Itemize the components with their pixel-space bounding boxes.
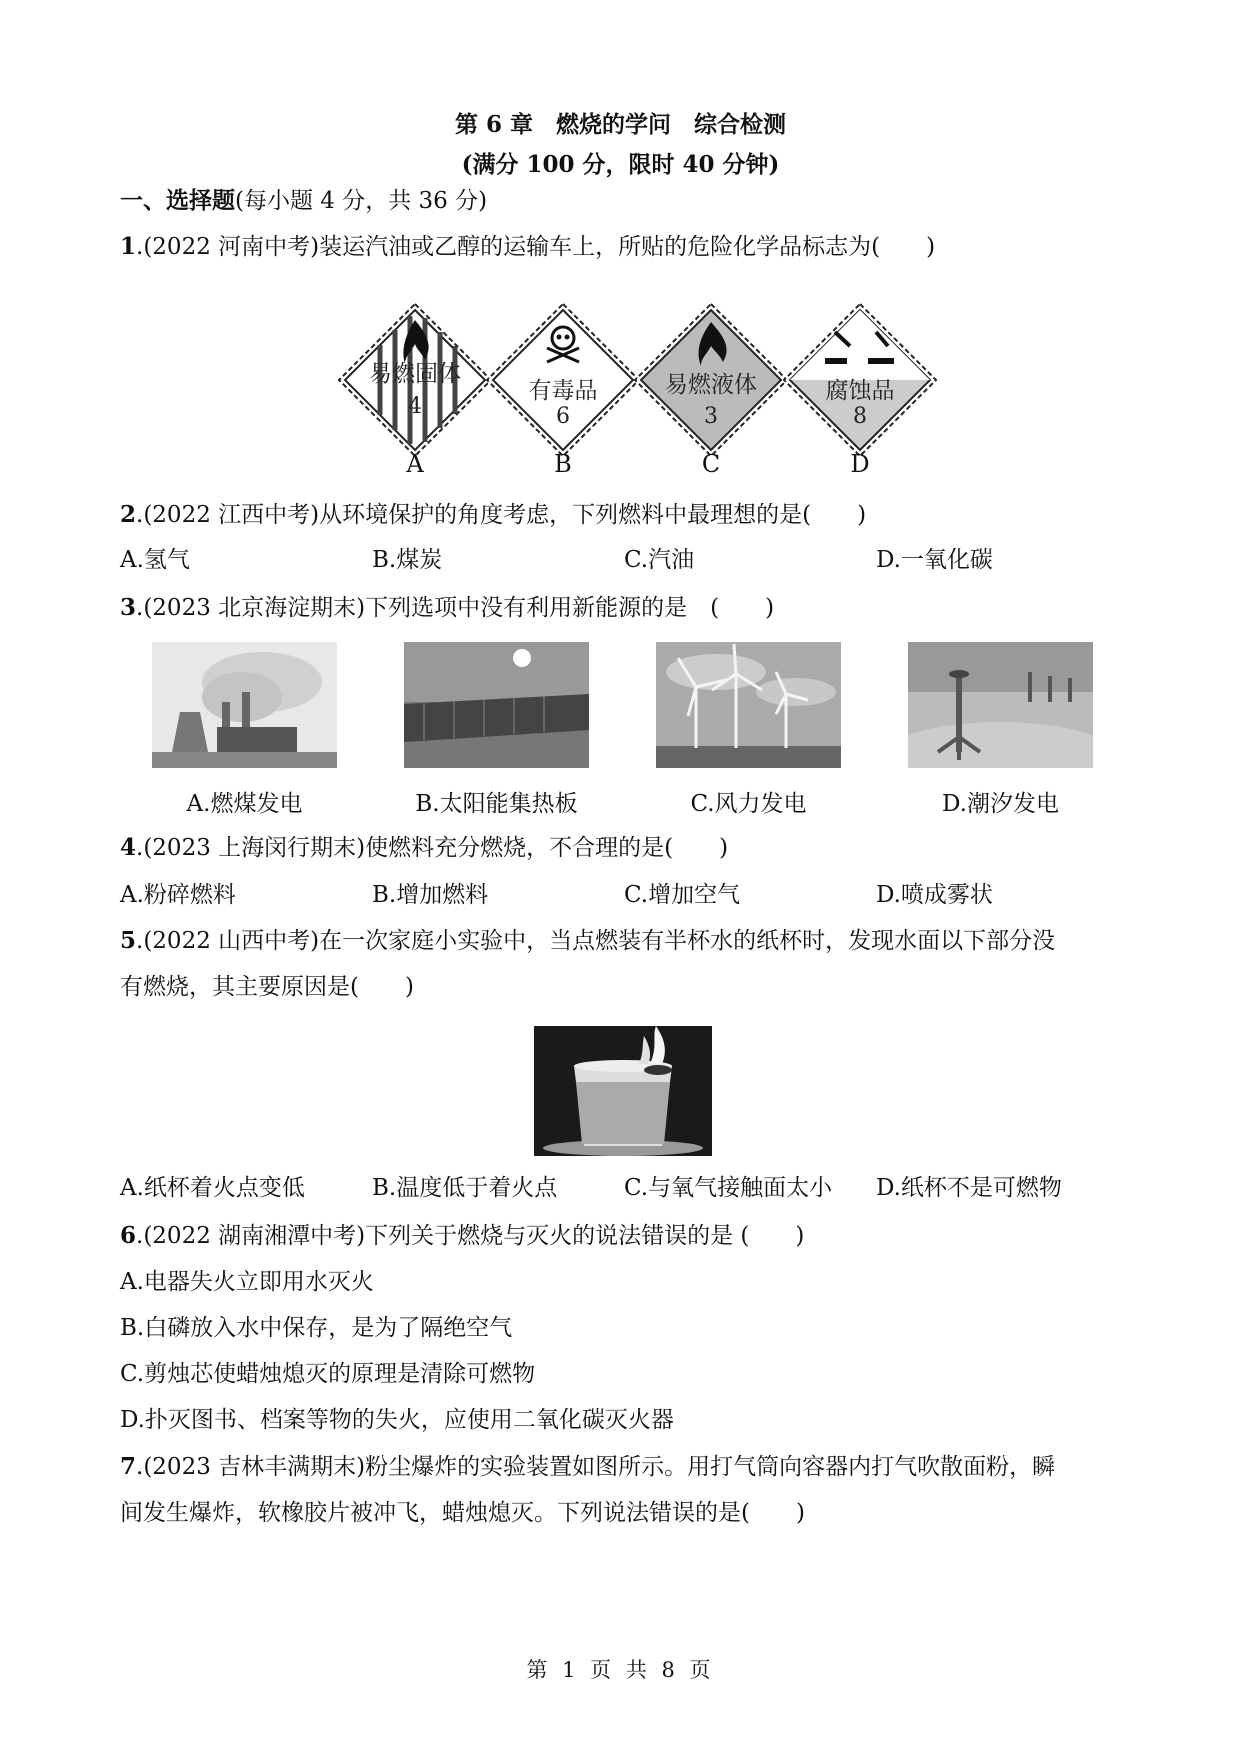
sign-letter-a: A [406, 450, 424, 478]
page-title: 第 6 章 燃烧的学问 综合检测 [454, 111, 787, 138]
question-text: .(2022 湖南湘潭中考)下列关于燃烧与灭火的说法错误的是 ( ) [136, 1223, 805, 1249]
coal-power-image [152, 642, 337, 768]
option-d: D.喷成雾状 [876, 882, 993, 908]
question-text: .(2023 北京海淀期末)下列选项中没有利用新能源的是 ( ) [136, 595, 775, 621]
sign-letter-b: B [554, 450, 572, 478]
hazard-sign-c [631, 300, 791, 470]
sign-letter-d: D [850, 450, 870, 478]
option-d: D.扑灭图书、档案等物的失火，应使用二氧化碳灭火器 [120, 1407, 674, 1433]
question-text: .(2023 吉林丰满期末)粉尘爆炸的实验装置如图所示。用打气筒向容器内打气吹散面粉，瞬 [136, 1454, 1056, 1480]
question-text: .(2023 上海闵行期末)使燃料充分燃烧，不合理的是( ) [136, 835, 729, 861]
question-number: 2 [120, 501, 137, 528]
hazard-sign-a [335, 300, 495, 470]
option-c: C.增加空气 [624, 882, 741, 908]
question-2 [120, 500, 866, 530]
question-number: 3 [120, 594, 137, 621]
option-c: C.与氧气接触面太小 [624, 1175, 833, 1201]
option-d: D.一氧化碳 [876, 547, 993, 573]
option-a: A.纸杯着火点变低 [120, 1175, 305, 1201]
hazard-sign-d [780, 300, 940, 470]
question-text: .(2022 山西中考)在一次家庭小实验中，当点燃装有半杯水的纸杯时，发现水面以下部分没 [136, 928, 1056, 954]
tidal-power-image [908, 642, 1093, 768]
sign-number: 6 [556, 404, 570, 429]
caption-a: A.燃煤发电 [186, 791, 303, 817]
option-d: D.纸杯不是可燃物 [876, 1175, 1062, 1201]
question-7-continued: 间发生爆炸，软橡胶片被冲飞，蜡烛熄灭。下列说法错误的是( ) [120, 1500, 805, 1526]
caption-c: C.风力发电 [690, 791, 807, 817]
option-b: B.煤炭 [372, 547, 443, 573]
page-footer: 第 1 页 共 8 页 [526, 1658, 715, 1682]
sign-label: 腐蚀品 [825, 378, 895, 404]
caption-d: D.潮汐发电 [942, 791, 1059, 817]
section-heading [120, 186, 487, 216]
question-4 [120, 833, 728, 863]
question-5-continued: 有燃烧，其主要原因是( ) [120, 974, 414, 1000]
caption-b: B.太阳能集热板 [415, 791, 578, 817]
option-b: B.白磷放入水中保存，是为了隔绝空气 [120, 1315, 513, 1341]
section-title: 一、选择题 [120, 187, 235, 214]
question-7 [120, 1452, 1055, 1482]
sign-number: 3 [704, 404, 718, 429]
sign-letter-c: C [701, 450, 721, 478]
solar-panel-image [404, 642, 589, 768]
question-1 [120, 232, 935, 262]
option-c: C.剪烛芯使蜡烛熄灭的原理是清除可燃物 [120, 1361, 536, 1387]
sign-number: 8 [853, 404, 867, 429]
sign-number: 4 [408, 394, 422, 419]
question-number: 4 [120, 834, 137, 861]
question-number: 5 [120, 927, 137, 954]
sign-label: 易燃液体 [665, 372, 757, 398]
question-3 [120, 593, 774, 623]
question-6 [120, 1221, 804, 1251]
hazard-sign-b [483, 300, 643, 470]
question-number: 7 [120, 1453, 137, 1480]
sign-label: 易燃固体 [369, 361, 461, 387]
question-number: 1 [120, 233, 137, 260]
option-a: A.氢气 [120, 547, 190, 573]
option-b: B.温度低于着火点 [372, 1175, 558, 1201]
wind-power-image [656, 642, 841, 768]
option-b: B.增加燃料 [372, 882, 489, 908]
paper-cup-image [534, 1026, 712, 1156]
option-a: A.粉碎燃料 [120, 882, 236, 908]
option-a: A.电器失火立即用水灭火 [120, 1269, 374, 1295]
question-text: .(2022 河南中考)装运汽油或乙醇的运输车上，所贴的危险化学品标志为( ) [136, 234, 936, 260]
section-note: (每小题 4 分，共 36 分) [235, 188, 488, 214]
question-5 [120, 926, 1055, 956]
option-c: C.汽油 [624, 547, 695, 573]
page-subtitle: (满分 100 分，限时 40 分钟) [461, 151, 780, 178]
question-number: 6 [120, 1222, 137, 1249]
sign-label: 有毒品 [528, 378, 598, 404]
question-text: .(2022 江西中考)从环境保护的角度考虑，下列燃料中最理想的是( ) [136, 502, 867, 528]
